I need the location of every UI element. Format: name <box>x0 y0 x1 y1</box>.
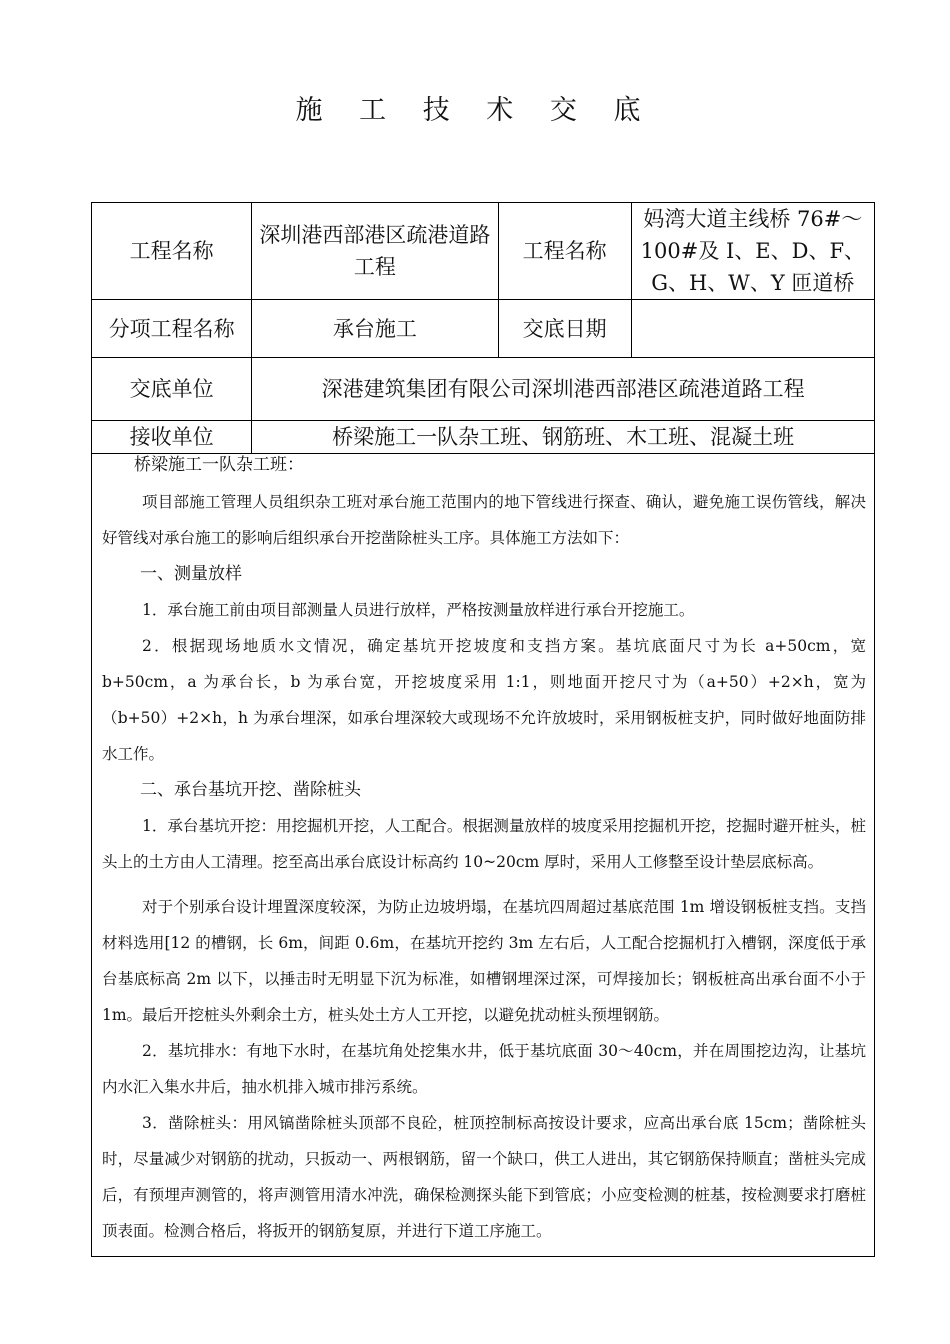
project-row <box>92 203 875 300</box>
unit-label: 交底单位 <box>92 358 252 421</box>
recv-value: 桥梁施工一队杂工班、钢筋班、木工班、混凝土班 <box>252 421 875 454</box>
sheet-pile-para: 对于个别承台设计埋置深度较深，为防止边坡坍塌，在基坑四周超过基底范围 1m 增设钢板桩支挡。支挡材料选用[12 的槽钢，长 6m，间距 0.6m，在基坑开挖约 3m 左右后，人工配合挖掘机打入槽钢，深度低于承台基底标高 2m 以下，以捶击时无明显下沉为标准，如槽钢埋深过深，可焊接加长；钢板桩高出承台面不小于 1m。最后开挖桩头外剩余土方，桩头处土方人工开挖，以避免扰动桩头预埋钢筋。 <box>102 898 866 1024</box>
subproject-label: 分项工程名称 <box>92 300 252 358</box>
date-value <box>631 300 874 358</box>
section-heading-1: 一、测量放样 <box>140 564 242 584</box>
document-title: 施 工 技 术 交 底 <box>295 95 655 126</box>
content-addressee: 桥梁施工一队杂工班： <box>134 455 304 475</box>
section-heading-2: 二、承台基坑开挖、凿除桩头 <box>140 780 361 800</box>
unit-value: 深港建筑集团有限公司深圳港西部港区疏港道路工程 <box>252 358 875 421</box>
survey-para-2: 2．根据现场地质水文情况，确定基坑开挖坡度和支挡方案。基坑底面尺寸为长 a+50cm，宽 b+50cm，a 为承台长，b 为承台宽，开挖坡度采用 1:1，则地面开挖尺寸为（a+50）+2×h，宽为（b+50）+2×h，h 为承台埋深，如承台埋深较大或现场不允许放坡时，采用钢板桩支护，同时做好地面防排水工作。 <box>102 637 866 763</box>
pile-head-para: 3．凿除桩头：用风镐凿除桩头顶部不良砼，桩顶控制标高按设计要求，应高出承台底 15cm；凿除桩头时，尽量减少对钢筋的扰动，只扳动一、两根钢筋，留一个缺口，供工人进出，其它钢筋保持顺直；凿桩头完成后，有预埋声测管的，将声测管用清水冲洗，确保检测探头能下到管底；小应变检测的桩基，按检测要求打磨桩顶表面。检测合格后，将扳开的钢筋复原，并进行下道工序施工。 <box>102 1114 866 1240</box>
content-intro: 项目部施工管理人员组织杂工班对承台施工范围内的地下管线进行探查、确认，避免施工误伤管线，解决好管线对承台施工的影响后组织承台开挖凿除桩头工序。具体施工方法如下： <box>102 493 866 547</box>
project-name-value-2: 妈湾大道主线桥 76#～100#及 I、E、D、F、G、H、W、Y 匝道桥 <box>631 203 874 300</box>
content-body <box>91 448 875 1257</box>
date-label: 交底日期 <box>498 300 631 358</box>
project-name-label-1: 工程名称 <box>92 203 252 300</box>
excavation-para: 1．承台基坑开挖：用挖掘机开挖，人工配合。根据测量放样的坡度采用挖掘机开挖，挖掘时避开桩头，桩头上的土方由人工清理。挖至高出承台底设计标高约 10~20cm 厚时，采用人工修整至设计垫层底标高。 <box>102 817 866 871</box>
recv-label: 接收单位 <box>92 421 252 454</box>
project-name-label-2: 工程名称 <box>498 203 631 300</box>
drainage-para: 2．基坑排水：有地下水时，在基坑角处挖集水井，低于基坑底面 30～40cm，并在周围挖边沟，让基坑内水汇入集水井后，抽水机排入城市排污系统。 <box>102 1042 866 1096</box>
project-name-value-1: 深圳港西部港区疏港道路工程 <box>252 203 498 300</box>
unit-row <box>92 358 875 421</box>
info-table <box>91 202 875 454</box>
subproject-row <box>92 300 875 358</box>
subproject-value: 承台施工 <box>252 300 498 358</box>
survey-para-1: 1．承台施工前由项目部测量人员进行放样，严格按测量放样进行承台开挖施工。 <box>142 601 695 619</box>
